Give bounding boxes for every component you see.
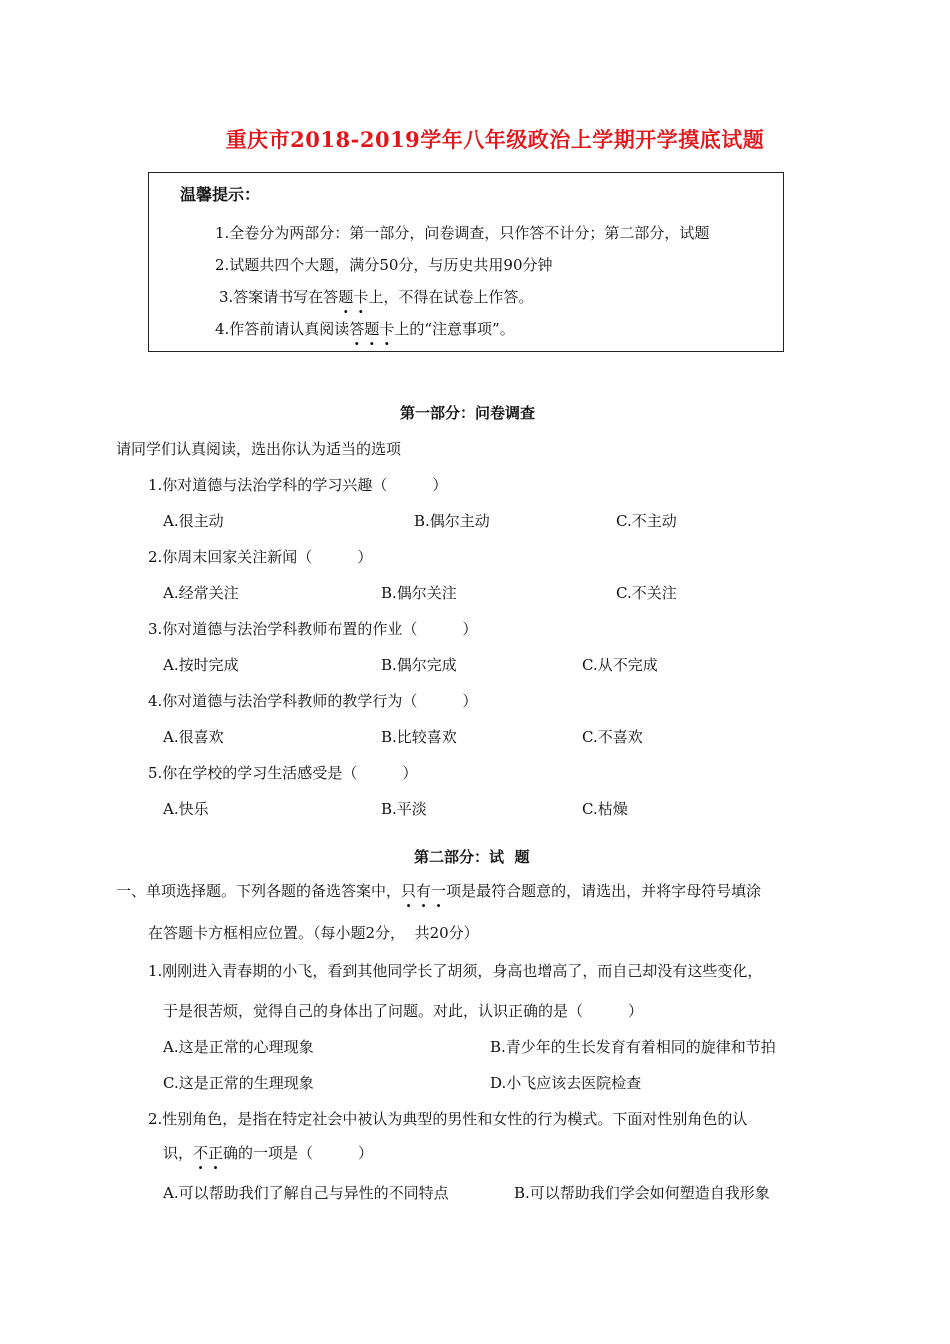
question-2-option-a: A.可以帮助我们了解自己与异性的不同特点 bbox=[163, 1184, 449, 1202]
survey-question-5: 5.你在学校的学习生活感受是（ ） bbox=[148, 764, 418, 782]
question-2-stem-line1: 2.性别角色，是指在特定社会中被认为典型的男性和女性的行为模式。下面对性别角色的认 bbox=[148, 1110, 748, 1128]
part1-intro: 请同学们认真阅读，选出你认为适当的选项 bbox=[116, 440, 402, 458]
notice-item-3: 3.答案请书写在答题卡上，不得在试卷上作答。 bbox=[219, 288, 534, 306]
survey-option-5c: C.枯燥 bbox=[582, 800, 628, 818]
notice-item-4: 4.作答前请认真阅读答题卡上的“注意事项”。 bbox=[215, 320, 515, 338]
notice-heading: 温馨提示： bbox=[180, 185, 261, 204]
survey-option-3a: A.按时完成 bbox=[163, 656, 239, 674]
section-instruction-line1: 一、单项选择题。下列各题的备选答案中，只有一项是最符合题意的，请选出，并将字母符号填涂 bbox=[116, 882, 762, 900]
survey-question-1: 1.你对道德与法治学科的学习兴趣（ ） bbox=[148, 476, 448, 494]
survey-option-1a: A.很主动 bbox=[163, 512, 224, 530]
survey-option-3b: B.偶尔完成 bbox=[381, 656, 457, 674]
notice-item-2: 2.试题共四个大题，满分50分，与历史共用90分钟 bbox=[215, 256, 553, 274]
survey-option-3c: C.从不完成 bbox=[582, 656, 658, 674]
survey-question-4: 4.你对道德与法治学科教师的教学行为（ ） bbox=[148, 692, 478, 710]
survey-question-2: 2.你周末回家关注新闻（ ） bbox=[148, 548, 373, 566]
survey-option-4a: A.很喜欢 bbox=[163, 728, 224, 746]
question-1-stem-line2: 于是很苦烦，觉得自己的身体出了问题。对此，认识正确的是（ ） bbox=[163, 1002, 644, 1020]
survey-option-1c: C.不主动 bbox=[616, 512, 677, 530]
question-1-option-d: D.小飞应该去医院检查 bbox=[490, 1074, 642, 1092]
part1-heading: 第一部分：问卷调查 bbox=[400, 404, 536, 422]
question-1-option-c: C.这是正常的生理现象 bbox=[163, 1074, 314, 1092]
notice-item-1: 1.全卷分为两部分：第一部分，问卷调查，只作答不计分；第二部分，试题 bbox=[215, 224, 710, 242]
survey-option-5b: B.平淡 bbox=[381, 800, 427, 818]
question-2-option-b: B.可以帮助我们学会如何塑造自我形象 bbox=[514, 1184, 770, 1202]
survey-option-5a: A.快乐 bbox=[163, 800, 209, 818]
question-1-option-a: A.这是正常的心理现象 bbox=[163, 1038, 314, 1056]
section-instruction-line2: 在答题卡方框相应位置。（每小题2分， 共20分） bbox=[148, 924, 479, 942]
part2-heading: 第二部分：试 题 bbox=[414, 848, 530, 866]
question-2-stem-line2: 识，不正确的一项是（ ） bbox=[163, 1144, 374, 1162]
survey-option-2b: B.偶尔关注 bbox=[381, 584, 457, 602]
question-1-option-b: B.青少年的生长发育有着相同的旋律和节拍 bbox=[490, 1038, 776, 1056]
page-title: 重庆市2018-2019学年八年级政治上学期开学摸底试题 bbox=[225, 127, 765, 152]
survey-option-4c: C.不喜欢 bbox=[582, 728, 643, 746]
survey-option-2a: A.经常关注 bbox=[163, 584, 239, 602]
survey-option-1b: B.偶尔主动 bbox=[414, 512, 490, 530]
survey-question-3: 3.你对道德与法治学科教师布置的作业（ ） bbox=[148, 620, 478, 638]
question-1-stem-line1: 1.刚刚进入青春期的小飞，看到其他同学长了胡须，身高也增高了，而自己却没有这些变化， bbox=[148, 962, 763, 980]
survey-option-4b: B.比较喜欢 bbox=[381, 728, 457, 746]
survey-option-2c: C.不关注 bbox=[616, 584, 677, 602]
